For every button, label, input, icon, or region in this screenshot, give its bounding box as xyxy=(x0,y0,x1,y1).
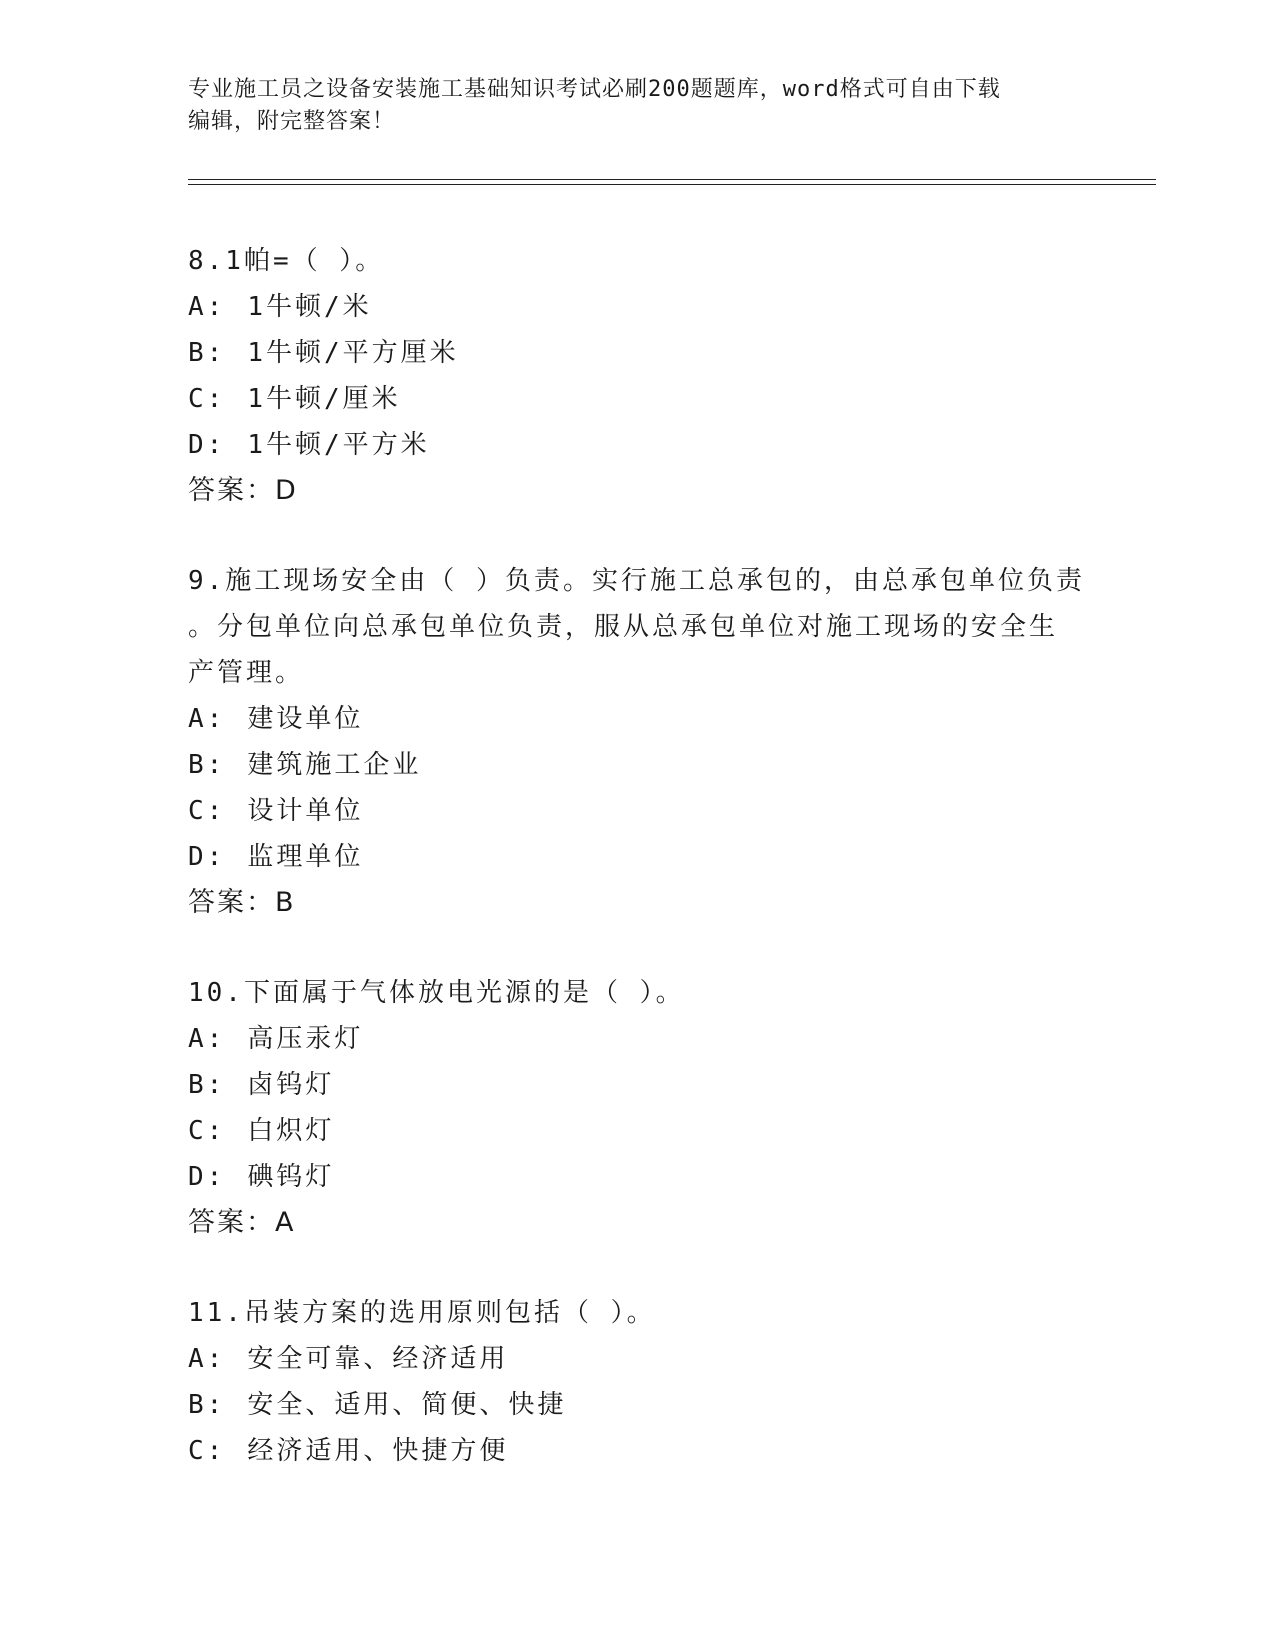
option-letter: D: xyxy=(188,842,226,872)
question-block xyxy=(188,558,1088,926)
option-text: 安全可靠、经济适用 xyxy=(247,1344,509,1374)
answer-option xyxy=(188,284,1088,330)
option-text: 监理单位 xyxy=(247,842,364,872)
question-list xyxy=(188,238,1088,1518)
header-title-line-1: 专业施工员之设备安装施工基础知识考试必刷200题题库，word格式可自由下载 xyxy=(188,77,1001,102)
header-divider-top xyxy=(188,179,1156,180)
question-stem-line: 9.施工现场安全由（ ）负责。实行施工总承包的，由总承包单位负责 xyxy=(188,566,1085,596)
answer-option xyxy=(188,1382,1088,1428)
question-stem-line: 10.下面属于气体放电光源的是（ ）。 xyxy=(188,978,685,1008)
option-text: 安全、适用、简便、快捷 xyxy=(247,1390,567,1420)
option-letter: B: xyxy=(188,1070,226,1100)
header-divider-bottom xyxy=(188,184,1156,185)
option-text: 高压汞灯 xyxy=(247,1024,364,1054)
answer-key: 答案：B xyxy=(188,887,296,918)
option-text: 1牛顿/米 xyxy=(247,292,372,322)
question-stem xyxy=(188,238,1088,284)
option-letter: C: xyxy=(188,1116,226,1146)
option-letter: C: xyxy=(188,384,226,414)
option-letter: C: xyxy=(188,1436,226,1466)
option-text: 设计单位 xyxy=(247,796,364,826)
option-text: 1牛顿/厘米 xyxy=(247,384,401,414)
question-block xyxy=(188,1290,1088,1474)
option-letter: A: xyxy=(188,292,226,322)
question-stem-line: 产管理。 xyxy=(188,658,305,688)
question-block xyxy=(188,238,1088,514)
option-text: 1牛顿/平方厘米 xyxy=(247,338,459,368)
option-text: 碘钨灯 xyxy=(247,1162,335,1192)
option-text: 卤钨灯 xyxy=(247,1070,335,1100)
question-block xyxy=(188,970,1088,1246)
answer-option xyxy=(188,1062,1088,1108)
answer-option xyxy=(188,1154,1088,1200)
option-letter: D: xyxy=(188,1162,226,1192)
answer-key: 答案：D xyxy=(188,475,298,506)
document-header xyxy=(188,74,1088,138)
answer-option xyxy=(188,1108,1088,1154)
question-stem-line: 11.吊装方案的选用原则包括（ ）。 xyxy=(188,1298,656,1328)
option-text: 1牛顿/平方米 xyxy=(247,430,430,460)
option-text: 建筑施工企业 xyxy=(247,750,422,780)
option-letter: B: xyxy=(188,1390,226,1420)
answer-option xyxy=(188,788,1088,834)
option-letter: B: xyxy=(188,338,226,368)
answer-option xyxy=(188,330,1088,376)
header-title-line-2: 编辑，附完整答案！ xyxy=(188,109,396,134)
option-letter: C: xyxy=(188,796,226,826)
option-text: 经济适用、快捷方便 xyxy=(247,1436,509,1466)
question-stem-line: 8.1帕=（ ）。 xyxy=(188,246,385,276)
question-stem xyxy=(188,558,1088,696)
answer-option xyxy=(188,1336,1088,1382)
answer-option xyxy=(188,376,1088,422)
option-letter: D: xyxy=(188,430,226,460)
question-stem-line: 。分包单位向总承包单位负责，服从总承包单位对施工现场的安全生 xyxy=(188,612,1059,642)
answer-option xyxy=(188,422,1088,468)
option-letter: A: xyxy=(188,704,226,734)
option-text: 建设单位 xyxy=(247,704,364,734)
answer-key: 答案：A xyxy=(188,1207,296,1238)
option-letter: A: xyxy=(188,1024,226,1054)
answer-option xyxy=(188,834,1088,880)
answer-option xyxy=(188,1016,1088,1062)
answer-option xyxy=(188,742,1088,788)
option-text: 白炽灯 xyxy=(247,1116,335,1146)
option-letter: A: xyxy=(188,1344,226,1374)
question-stem xyxy=(188,970,1088,1016)
answer-option xyxy=(188,696,1088,742)
option-letter: B: xyxy=(188,750,226,780)
question-stem xyxy=(188,1290,1088,1336)
answer-option xyxy=(188,1428,1088,1474)
